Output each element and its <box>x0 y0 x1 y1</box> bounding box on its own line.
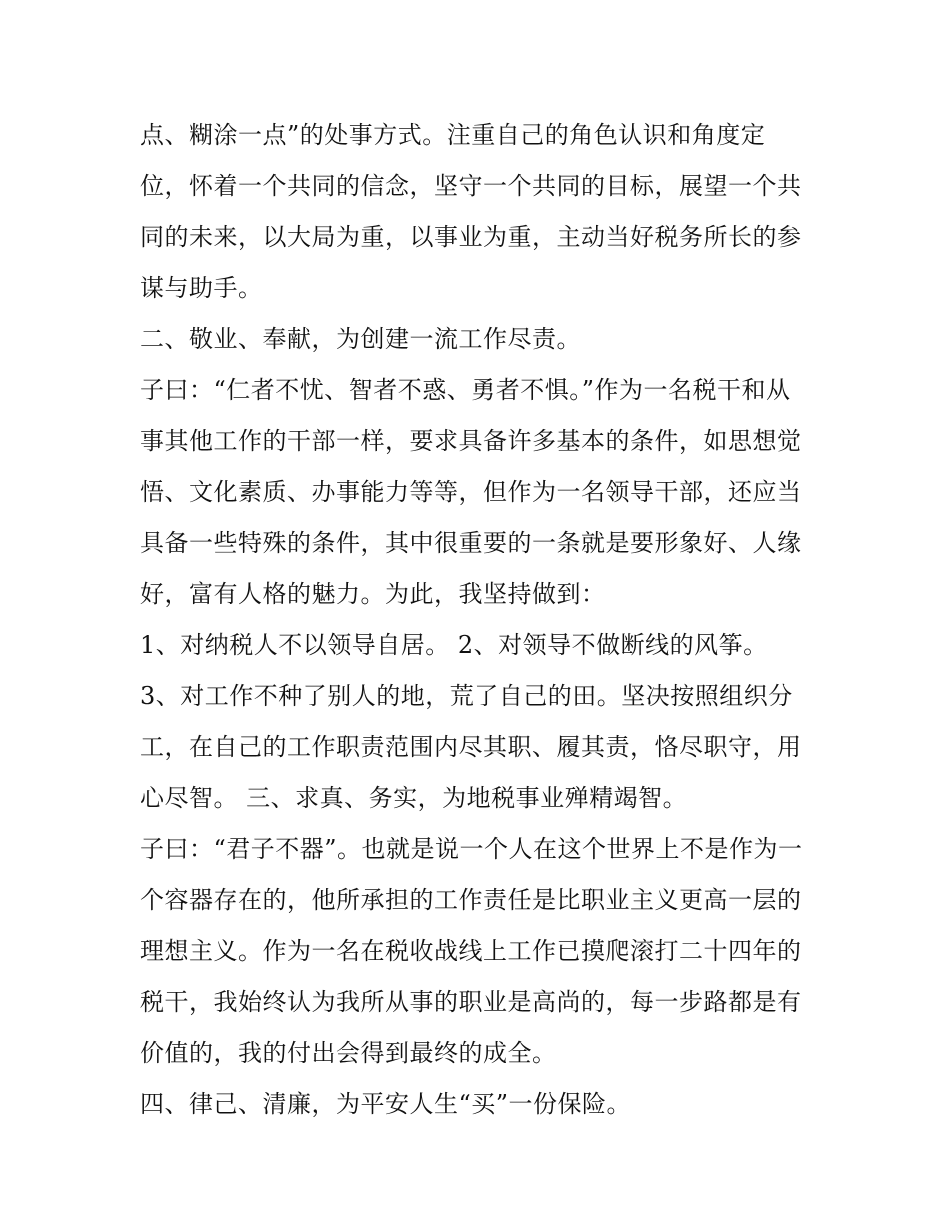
text-line: 点、糊涂一点”的处事方式。注重自己的角色认识和角度定 <box>140 121 766 149</box>
text-line: 子曰：“仁者不忧、智者不惑、勇者不惧。”作为一名税干和从 <box>140 376 791 404</box>
text-line: 位，怀着一个共同的信念，坚守一个共同的目标，展望一个共 <box>140 172 802 200</box>
text-line: 理想主义。作为一名在税收战线上工作已摸爬滚打二十四年的 <box>140 937 802 965</box>
text-line: 工，在自己的工作职责范围内尽其职、履其责，恪尽职守，用 <box>140 733 802 761</box>
text-line: 价值的，我的付出会得到最终的成全。 <box>140 1039 557 1067</box>
text-line: 同的未来，以大局为重，以事业为重，主动当好税务所长的参 <box>140 223 802 251</box>
section-heading: 二、敬业、奉献，为创建一流工作尽责。 <box>140 325 581 353</box>
list-item: 1、对纳税人不以领导自居。 2、对领导不做断线的风筝。 <box>140 631 768 659</box>
list-item: 3、对工作不种了别人的地，荒了自己的田。坚决按照组织分 <box>140 682 793 710</box>
text-line: 具备一些特殊的条件，其中很重要的一条就是要形象好、人缘 <box>140 529 802 557</box>
text-line: 个容器存在的，他所承担的工作责任是比职业主义更高一层的 <box>140 886 802 914</box>
text-line: 子曰：“君子不器”。也就是说一个人在这个世界上不是作为一 <box>140 835 803 863</box>
section-heading: 四、律己、清廉，为平安人生“买”一份保险。 <box>140 1090 632 1118</box>
text-line: 心尽智。 三、求真、务实，为地税事业殚精竭智。 <box>140 784 688 812</box>
text-line: 事其他工作的干部一样，要求具备许多基本的条件，如思想觉 <box>140 427 802 455</box>
text-line: 税干，我始终认为我所从事的职业是高尚的，每一步路都是有 <box>140 988 802 1016</box>
text-line: 悟、文化素质、办事能力等等，但作为一名领导干部，还应当 <box>140 478 802 506</box>
document-body <box>140 110 820 1130</box>
text-line: 好，富有人格的魅力。为此，我坚持做到： <box>140 580 606 608</box>
text-line: 谋与助手。 <box>140 274 263 302</box>
